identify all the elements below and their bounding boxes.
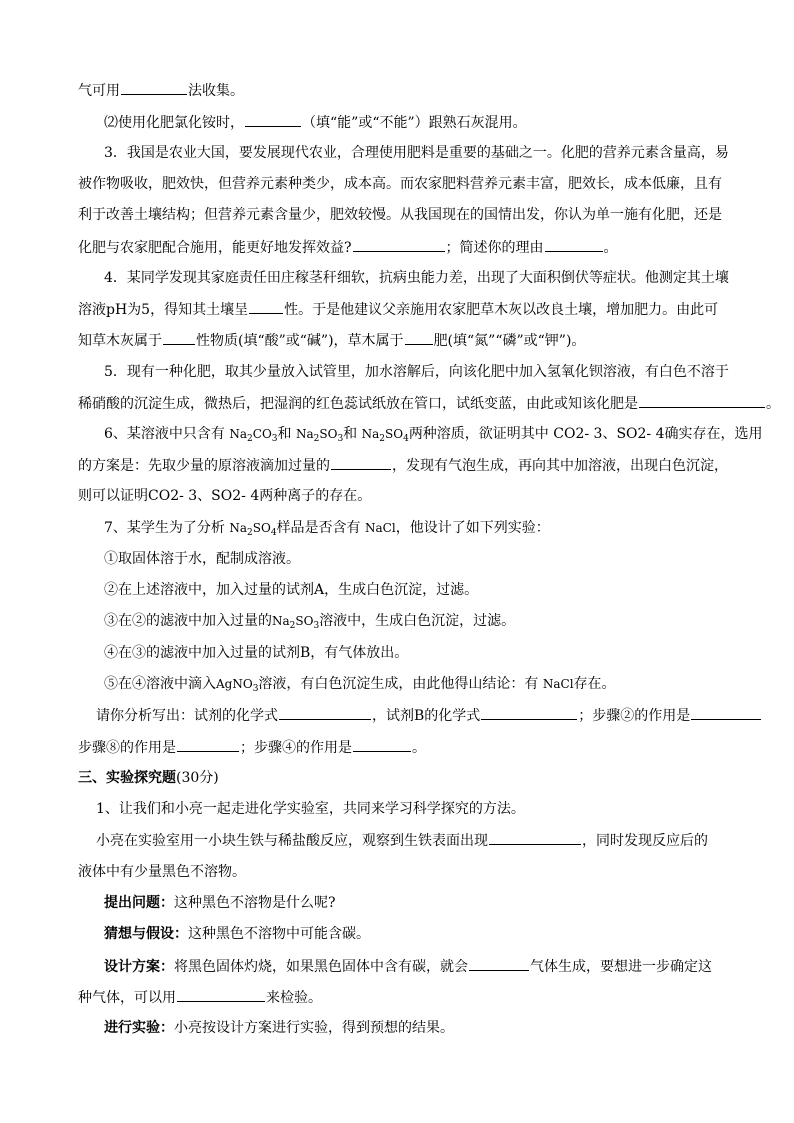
text: 溶液中，生成白色沉淀，过滤。 [319, 613, 516, 629]
text: 将黑色固体灼烧，如果黑色固体中含有碳，就会 [174, 959, 468, 975]
q6-line-2 [78, 454, 784, 476]
text: ，同时发现反应后的 [582, 833, 708, 849]
text: 。 [766, 396, 780, 412]
q4-line-2 [78, 298, 784, 320]
text: 小亮按设计方案进行实验，得到预想的结果。 [174, 1020, 454, 1036]
answer-blank[interactable] [177, 986, 265, 1002]
e1-line-1: 1、让我们和小亮一起走进化学实验室，共同来学习科学探究的方法。 [96, 801, 525, 817]
answer-blank[interactable] [545, 236, 603, 252]
answer-blank[interactable] [249, 298, 283, 314]
text: 溶液pH为5，得知其土壤呈 [78, 302, 249, 318]
e1-line-2 [96, 829, 784, 851]
q7-answer-line-1 [96, 704, 794, 726]
answer-blank[interactable] [691, 704, 761, 720]
answer-blank[interactable] [245, 111, 301, 127]
q6-line-3: 则可以证明CO2- 3、SO2- 4两种离子的存在。 [78, 488, 372, 504]
q6-line-1 [104, 423, 784, 445]
answer-blank[interactable] [481, 704, 577, 720]
text: 。 [603, 240, 618, 256]
text: ，他设计了如下列实验： [395, 520, 550, 536]
answer-blank[interactable] [353, 736, 411, 752]
q4-line-3 [78, 329, 784, 351]
label: 提出问题： [104, 895, 174, 911]
formula-na2so4: $Na_2SO_4$ [361, 427, 409, 444]
q7-step-2: ②在上述溶液中，加入过量的试剂A，生成白色沉淀，过滤。 [104, 582, 479, 598]
formula-na2co3: $Na_2CO_3$ [229, 427, 278, 444]
text: 这种黑色不溶物是什么呢? [174, 895, 336, 911]
text: 和 [277, 426, 292, 442]
answer-blank[interactable] [121, 79, 187, 95]
text: 存在。 [573, 676, 616, 692]
text: 这种黑色不溶物中可能含碳。 [188, 926, 370, 942]
e1-line-3: 液体中有少量黑色不溶物。 [78, 864, 246, 880]
text: ⑤在④溶液中滴入 [104, 676, 216, 692]
formula-nacl: NaCl [365, 521, 396, 535]
q7-line-1 [104, 517, 784, 539]
text: 来检验。 [266, 990, 322, 1006]
q3-line-4 [78, 236, 784, 258]
text: 气可用 [78, 83, 120, 99]
label: 设计方案： [104, 959, 174, 975]
formula-agno3: AgNO$_3$ [216, 677, 259, 694]
answer-blank[interactable] [331, 454, 391, 470]
text: ③在②的滤液中加入过量的 [104, 613, 272, 629]
answer-blank[interactable] [489, 829, 581, 845]
text: 小亮在实验室用一小块生铁与稀盐酸反应，观察到生铁表面出现 [96, 833, 488, 849]
answer-blank[interactable] [163, 329, 195, 345]
q5-line-2 [78, 392, 784, 414]
formula-na2so3: $Na_2SO_3$ [272, 614, 320, 631]
q7-answer-line-2 [78, 736, 784, 758]
answer-blank[interactable] [405, 329, 433, 345]
section-3-heading [78, 767, 784, 789]
q5-line-1: 5．现有一种化肥，取其少量放入试管里，加水溶解后，向该化肥中加入氢氧化钡溶液，有白色不溶于 [104, 364, 729, 380]
text: 化肥与农家肥配合施用，能更好地发挥效益? [78, 240, 352, 256]
text: 法收集。 [188, 83, 244, 99]
question-prompt [104, 892, 784, 914]
text: ；步骤②的作用是 [578, 708, 691, 724]
text: ⑵使用化肥氯化铵时， [104, 115, 244, 131]
text: ；简述你的理由 [445, 240, 544, 256]
q7-step-1: ①取固体溶于水，配制成溶液。 [104, 551, 300, 567]
text: 知草木灰属于 [78, 333, 162, 349]
text: 性物质(填“酸”或“碱”)，草木属于 [196, 333, 404, 349]
answer-blank[interactable] [177, 736, 239, 752]
experiment [104, 1017, 784, 1039]
text: ；步骤④的作用是 [240, 740, 352, 756]
text: 稀硝酸的沉淀生成，微热后，把湿润的红色蕊试纸放在管口，试纸变蓝，由此或知该化肥是 [78, 396, 638, 412]
q7-step-5 [104, 673, 784, 695]
formula-na2so3: $Na_2SO_3$ [295, 427, 344, 444]
formula-nacl: NaCl [542, 677, 574, 691]
answer-blank[interactable] [639, 392, 765, 408]
answer-blank[interactable] [353, 236, 445, 252]
text: 步骤⑧的作用是 [78, 740, 176, 756]
text: 和 [343, 426, 358, 442]
text: 7、某学生为了分析 [104, 520, 225, 536]
q3-line-1: 3．我国是农业大国，要发展现代农业，合理使用肥料是重要的基础之一。化肥的营养元素含量高，易 [104, 145, 729, 161]
text: 样品是否含有 [276, 520, 361, 536]
text: 6、某溶液中只含有 [104, 426, 225, 442]
text: ，试剂B的化学式 [372, 708, 481, 724]
text: 肥(填“氮”“磷”或“钾”)。 [433, 333, 586, 349]
label: 猜想与假设： [104, 926, 188, 942]
text: （填“能”或“不能”）跟熟石灰混用。 [302, 115, 527, 131]
q3-line-3: 利于改善土壤结构；但营养元素含量少，肥效较慢。从我国现在的国情出发，你认为单一施有化肥，还是 [78, 207, 722, 223]
text: 性。于是他建议父亲施用农家肥草木灰以改良土壤，增加肥力。由此可 [284, 302, 719, 318]
label: 进行实验： [104, 1020, 174, 1036]
formula-na2so4: $Na_2SO_4$ [229, 521, 277, 538]
text: 两种溶质，欲证明其中 CO2- 3、SO2- 4确实存在，选用 [408, 426, 763, 442]
design-plan [104, 955, 784, 977]
answer-blank[interactable] [469, 955, 529, 971]
section-score: (30分) [176, 770, 219, 786]
text: 种气体，可以用 [78, 990, 176, 1006]
line-1 [78, 79, 784, 101]
text: 请你分析写出：试剂的化学式 [96, 708, 278, 724]
text: 溶液，有白色沉淀生成，由此他得山结论：有 [258, 676, 539, 692]
design-plan-line-2 [78, 986, 784, 1008]
text: 的方案是：先取少量的原溶液滴加过量的 [78, 458, 330, 474]
line-2 [104, 111, 784, 133]
text: 。 [412, 740, 426, 756]
q4-line-1: 4．某同学发现其家庭责任田庄稼茎秆细软，抗病虫能力差，出现了大面积倒伏等症状。他测定其土壤 [104, 270, 729, 286]
q7-step-3 [104, 610, 784, 632]
answer-blank[interactable] [279, 704, 371, 720]
section-title: 三、实验探究题 [78, 770, 176, 786]
text: ，发现有气泡生成，再向其中加溶液，出现白色沉淀， [392, 458, 728, 474]
text: 气体生成，要想进一步确定这 [530, 959, 712, 975]
q7-step-4: ④在③的滤液中加入过量的试剂B，有气体放出。 [104, 645, 409, 661]
q3-line-2: 被作物吸收，肥效快，但营养元素种类少，成本高。而农家肥料营养元素丰富，肥效长，成本低廉，且有 [78, 176, 722, 192]
hypothesis [104, 923, 784, 945]
